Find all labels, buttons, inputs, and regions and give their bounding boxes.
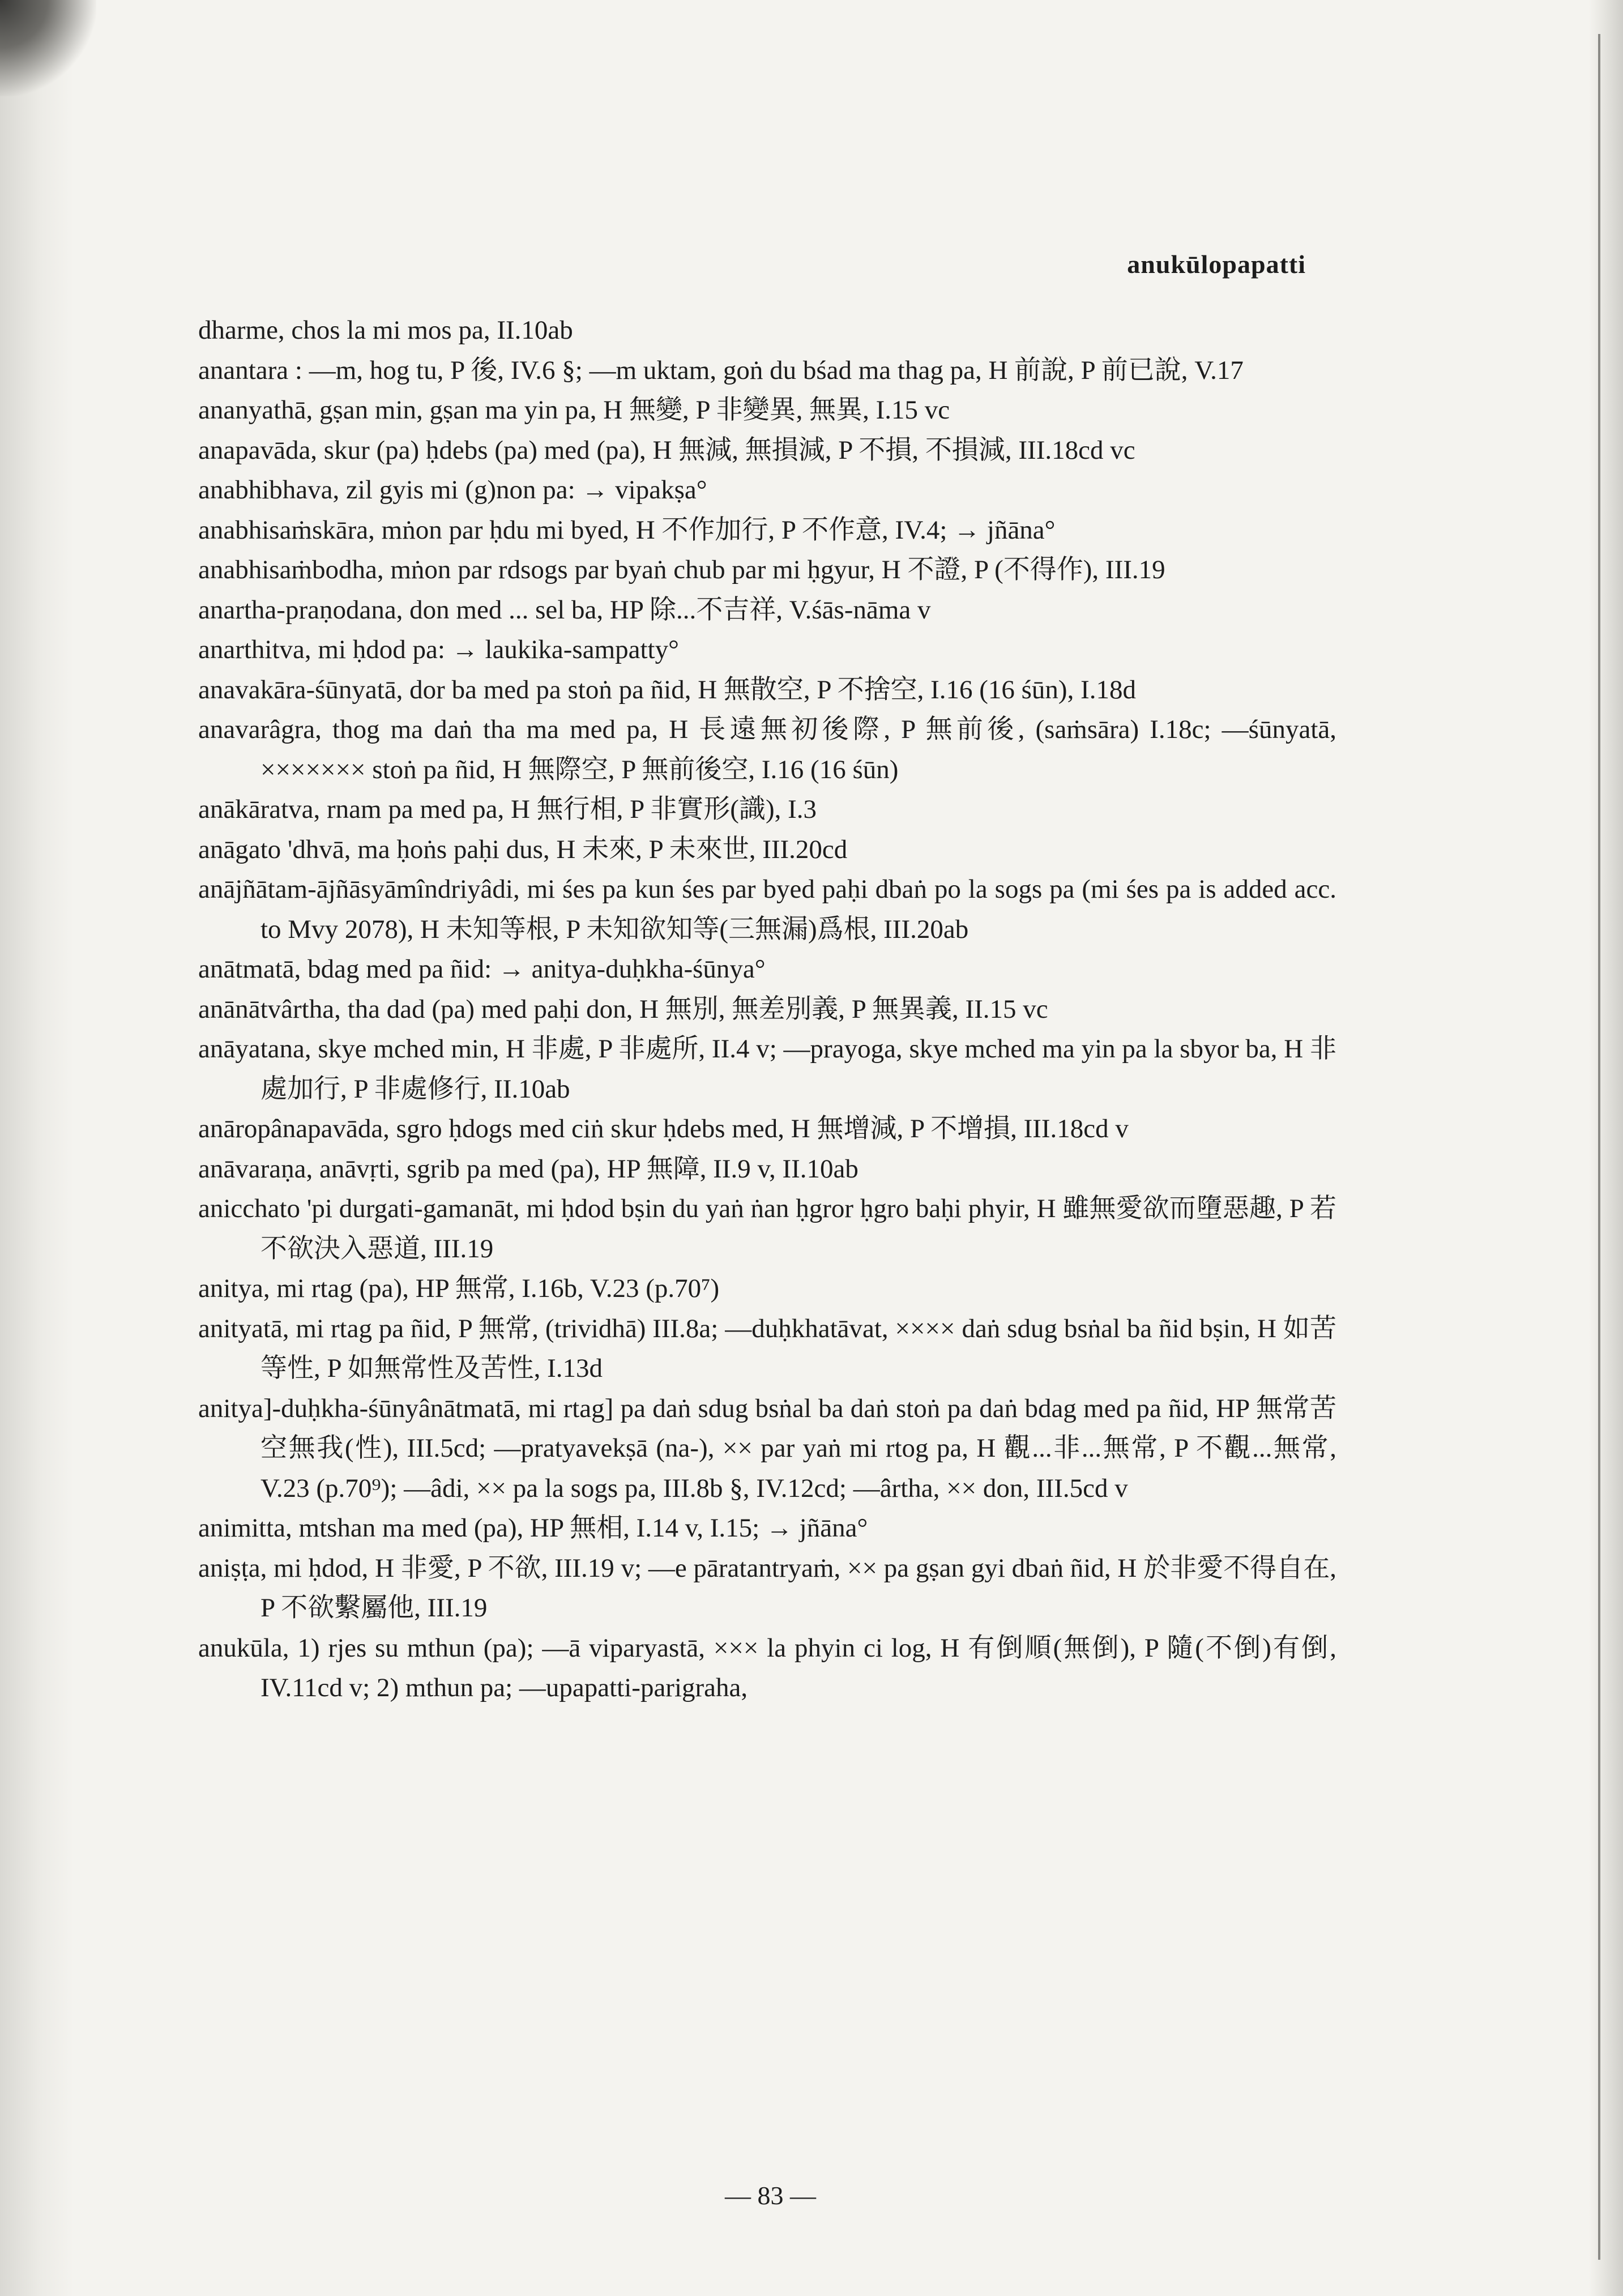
entry: anabhibhava, zil gyis mi (g)non pa: → vipakṣa° [198,475,707,505]
entry: aniṣṭa, mi ḥdod, H 非愛, P 不欲, III.19 v; —e pāratantryaṁ, ×× pa gṣan gyi dbaṅ ñid, H 於非愛不得自在, P 不欲繫屬他, III.19 [198,1553,1336,1623]
entry: anabhisaṁskāra, mṅon par ḥdu mi byed, H 不作加行, P 不作意, IV.4; → jñāna° [198,515,1056,545]
entry: anavarâgra, thog ma daṅ tha ma med pa, H 長遠無初後際, P 無前後, (saṁsāra) I.18c; —śūnyatā, ××××××× stoṅ pa ñid, H 無際空, P 無前後空, I.16 (16 śūn) [198,715,1336,784]
entry: anitya, mi rtag (pa), HP 無常, I.16b, V.23 (p.70⁷) [198,1274,720,1303]
entry: anāvaraṇa, anāvṛti, sgrib pa med (pa), HP 無障, II.9 v, II.10ab [198,1154,859,1184]
entry: anitya]-duḥkha-śūnyânātmatā, mi rtag] pa daṅ sdug bsṅal ba daṅ stoṅ pa daṅ bdag med pa ñid, HP 無常苦空無我(性), III.5cd; —pratyavekṣā (na-), ×× par yaṅ mi rtog pa, H 觀...非...無常, P 不觀...無常, V.23 (p.70⁹); —âdi, ×× pa la sogs pa, III.8b §, IV.12cd; —ârtha, ×× don, III.5cd v [198,1393,1336,1503]
entry: anukūla, 1) rjes su mthun (pa); —ā viparyastā, ××× la phyin ci log, H 有倒順(無倒), P 隨(不倒)有倒, IV.11cd v; 2) mthun pa; —upapatti-parigraha, [198,1633,1336,1702]
entry: anityatā, mi rtag pa ñid, P 無常, (trividhā) III.8a; —duḥkhatāvat, ×××× daṅ sdug bsṅal ba ñid bṣin, H 如苦等性, P 如無常性及苦性, I.13d [198,1313,1336,1383]
entry: anākāratva, rnam pa med pa, H 無行相, P 非實形(識), I.3 [198,795,817,824]
scan-edge-right [1589,0,1623,2296]
entry: anapavāda, skur (pa) ḥdebs (pa) med (pa), H 無減, 無損減, P 不損, 不損減, III.18cd vc [198,435,1135,465]
entry: anāgato 'dhvā, ma ḥoṅs paḥi dus, H 未來, P 未來世, III.20cd [198,834,848,864]
entry: anājñātam-ājñāsyāmîndriyâdi, mi śes pa kun śes par byed paḥi dbaṅ po la sogs pa (mi śes pa is added acc. to Mvy 2078), H 未知等根, P 未知欲知等(三無漏)爲根, III.20ab [198,874,1336,944]
dictionary-entries [198,310,1336,1708]
entry: anavakāra-śūnyatā, dor ba med pa stoṅ pa ñid, H 無散空, P 不捨空, I.16 (16 śūn), I.18d [198,675,1136,705]
page-number: — 83 — [725,2181,816,2210]
entry: anātmatā, bdag med pa ñid: → anitya-duḥkha-śūnya° [198,954,766,984]
entry: anāropânapavāda, sgro ḥdogs med ciṅ skur ḥdebs med, H 無增減, P 不增損, III.18cd v [198,1114,1129,1143]
scan-edge-left [0,0,74,2296]
running-head: anukūlopapatti [1127,250,1306,279]
binder-rule [1598,34,1600,2260]
entry: anāyatana, skye mched min, H 非處, P 非處所, II.4 v; —prayoga, skye mched ma yin pa la sbyor ba, H 非處加行, P 非處修行, II.10ab [198,1034,1336,1104]
entry: dharme, chos la mi mos pa, II.10ab [198,315,573,345]
entry: animitta, mtshan ma med (pa), HP 無相, I.14 v, I.15; → jñāna° [198,1513,868,1543]
entry: anabhisaṁbodha, mṅon par rdsogs par byaṅ chub par mi ḥgyur, H 不證, P (不得作), III.19 [198,555,1165,584]
entry: anarthitva, mi ḥdod pa: → laukika-sampatty° [198,635,679,664]
entry: anartha-praṇodana, don med ... sel ba, HP 除...不吉祥, V.śās-nāma v [198,595,931,625]
entry: ananyathā, gṣan min, gṣan ma yin pa, H 無變, P 非變異, 無異, I.15 vc [198,395,950,425]
entry: anantara : —m, hog tu, P 後, IV.6 §; —m uktam, goṅ du bśad ma thag pa, H 前說, P 前已說, V.17 [198,355,1244,385]
scan-corner-smudge [0,0,96,96]
entry: anicchato 'pi durgati-gamanāt, mi ḥdod bṣin du yaṅ ṅan ḥgror ḥgro baḥi phyir, H 雖無愛欲而墮惡趣, P 若不欲決入惡道, III.19 [198,1194,1336,1264]
entry: anānātvârtha, tha dad (pa) med paḥi don, H 無別, 無差別義, P 無異義, II.15 vc [198,994,1048,1024]
